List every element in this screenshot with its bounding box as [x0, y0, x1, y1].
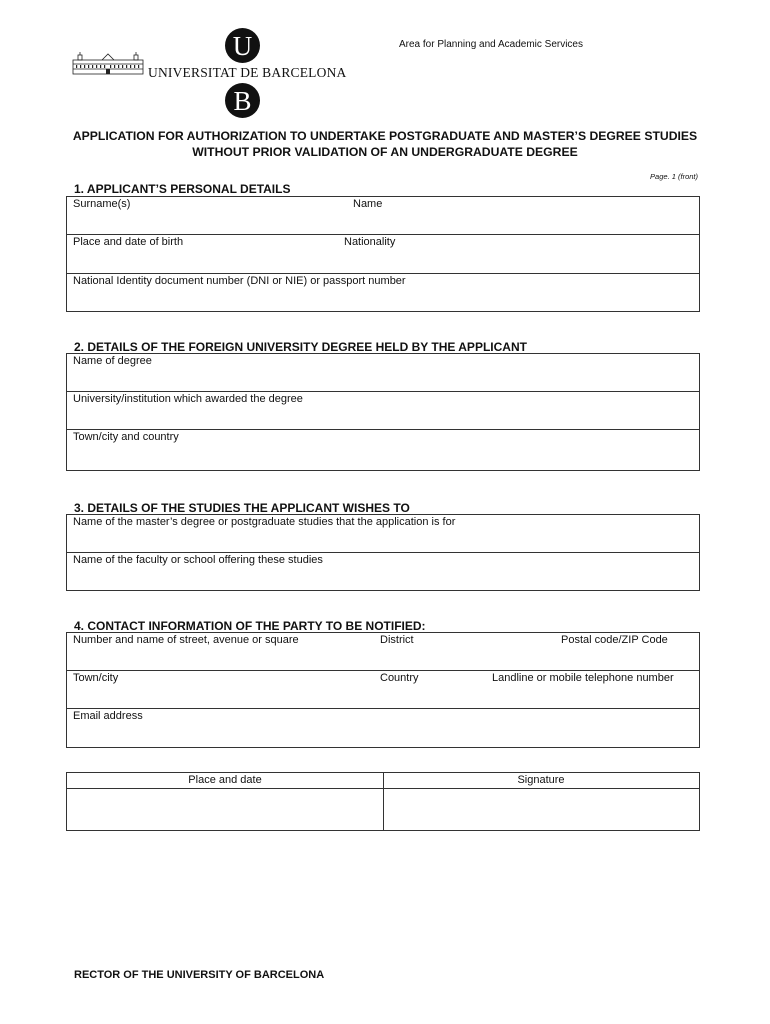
signature-box	[66, 772, 700, 831]
town-label: Town/city	[73, 672, 119, 684]
form-title-line2: WITHOUT PRIOR VALIDATION OF AN UNDERGRADUATE DEGREE	[192, 145, 578, 159]
section4-box	[66, 632, 700, 748]
degree-name-label: Name of degree	[73, 355, 152, 367]
email-label: Email address	[73, 710, 143, 722]
signature-label: Signature	[517, 774, 565, 786]
address-row[interactable]	[67, 633, 699, 671]
section3-box	[66, 514, 700, 591]
name-label: Name	[353, 198, 383, 210]
logo-letter-b: B	[225, 83, 260, 118]
nationality-label: Nationality	[344, 236, 396, 248]
signature-field[interactable]	[384, 790, 700, 831]
studies-name-row[interactable]	[67, 515, 699, 553]
university-logo	[70, 26, 350, 118]
town-country-row[interactable]	[67, 430, 699, 470]
form-title-line1: APPLICATION FOR AUTHORIZATION TO UNDERTAKE POSTGRADUATE AND MASTER’S DEGREE STUDIES	[72, 129, 698, 143]
id-number-row[interactable]	[67, 274, 699, 311]
page-number: Page. 1 (front)	[650, 172, 698, 181]
place-date-birth-label: Place and date of birth	[73, 236, 184, 248]
district-label: District	[380, 634, 414, 646]
section2-box	[66, 353, 700, 471]
postal-code-label: Postal code/ZIP Code	[561, 634, 668, 646]
section4-title: 4. CONTACT INFORMATION OF THE PARTY TO BE NOTIFIED:	[74, 619, 426, 633]
email-row[interactable]	[67, 709, 699, 747]
institution-row[interactable]	[67, 392, 699, 430]
university-name: UNIVERSITAT DE BARCELONA	[148, 65, 347, 80]
section3-title: 3. DETAILS OF THE STUDIES THE APPLICANT WISHES TO	[74, 501, 410, 515]
street-label: Number and name of street, avenue or square	[73, 634, 299, 646]
place-date-label: Place and date	[188, 774, 262, 786]
faculty-label: Name of the faculty or school offering these studies	[73, 554, 323, 566]
birth-nationality-row[interactable]	[67, 235, 699, 274]
university-building-icon	[72, 52, 144, 76]
surname-name-row[interactable]	[67, 197, 699, 235]
section1-title: 1. APPLICANT’S PERSONAL DETAILS	[74, 182, 291, 196]
section2-title: 2. DETAILS OF THE FOREIGN UNIVERSITY DEGREE HELD BY THE APPLICANT	[74, 340, 527, 354]
logo-letter-u: U	[225, 28, 260, 63]
faculty-row[interactable]	[67, 553, 699, 590]
institution-label: University/institution which awarded the degree	[73, 393, 303, 405]
town-country-phone-row[interactable]	[67, 671, 699, 709]
surname-label: Surname(s)	[73, 198, 131, 210]
id-number-label: National Identity document number (DNI or NIE) or passport number	[73, 275, 406, 287]
degree-name-row[interactable]	[67, 354, 699, 392]
place-date-field[interactable]	[67, 790, 383, 831]
country-label: Country	[380, 672, 419, 684]
section1-box	[66, 196, 700, 312]
town-country-label: Town/city and country	[73, 431, 179, 443]
phone-label: Landline or mobile telephone number	[492, 672, 674, 684]
studies-name-label: Name of the master’s degree or postgraduate studies that the application is for	[73, 516, 456, 528]
department-name: Area for Planning and Academic Services	[399, 39, 583, 50]
footer-addressee: RECTOR OF THE UNIVERSITY OF BARCELONA	[74, 969, 325, 981]
